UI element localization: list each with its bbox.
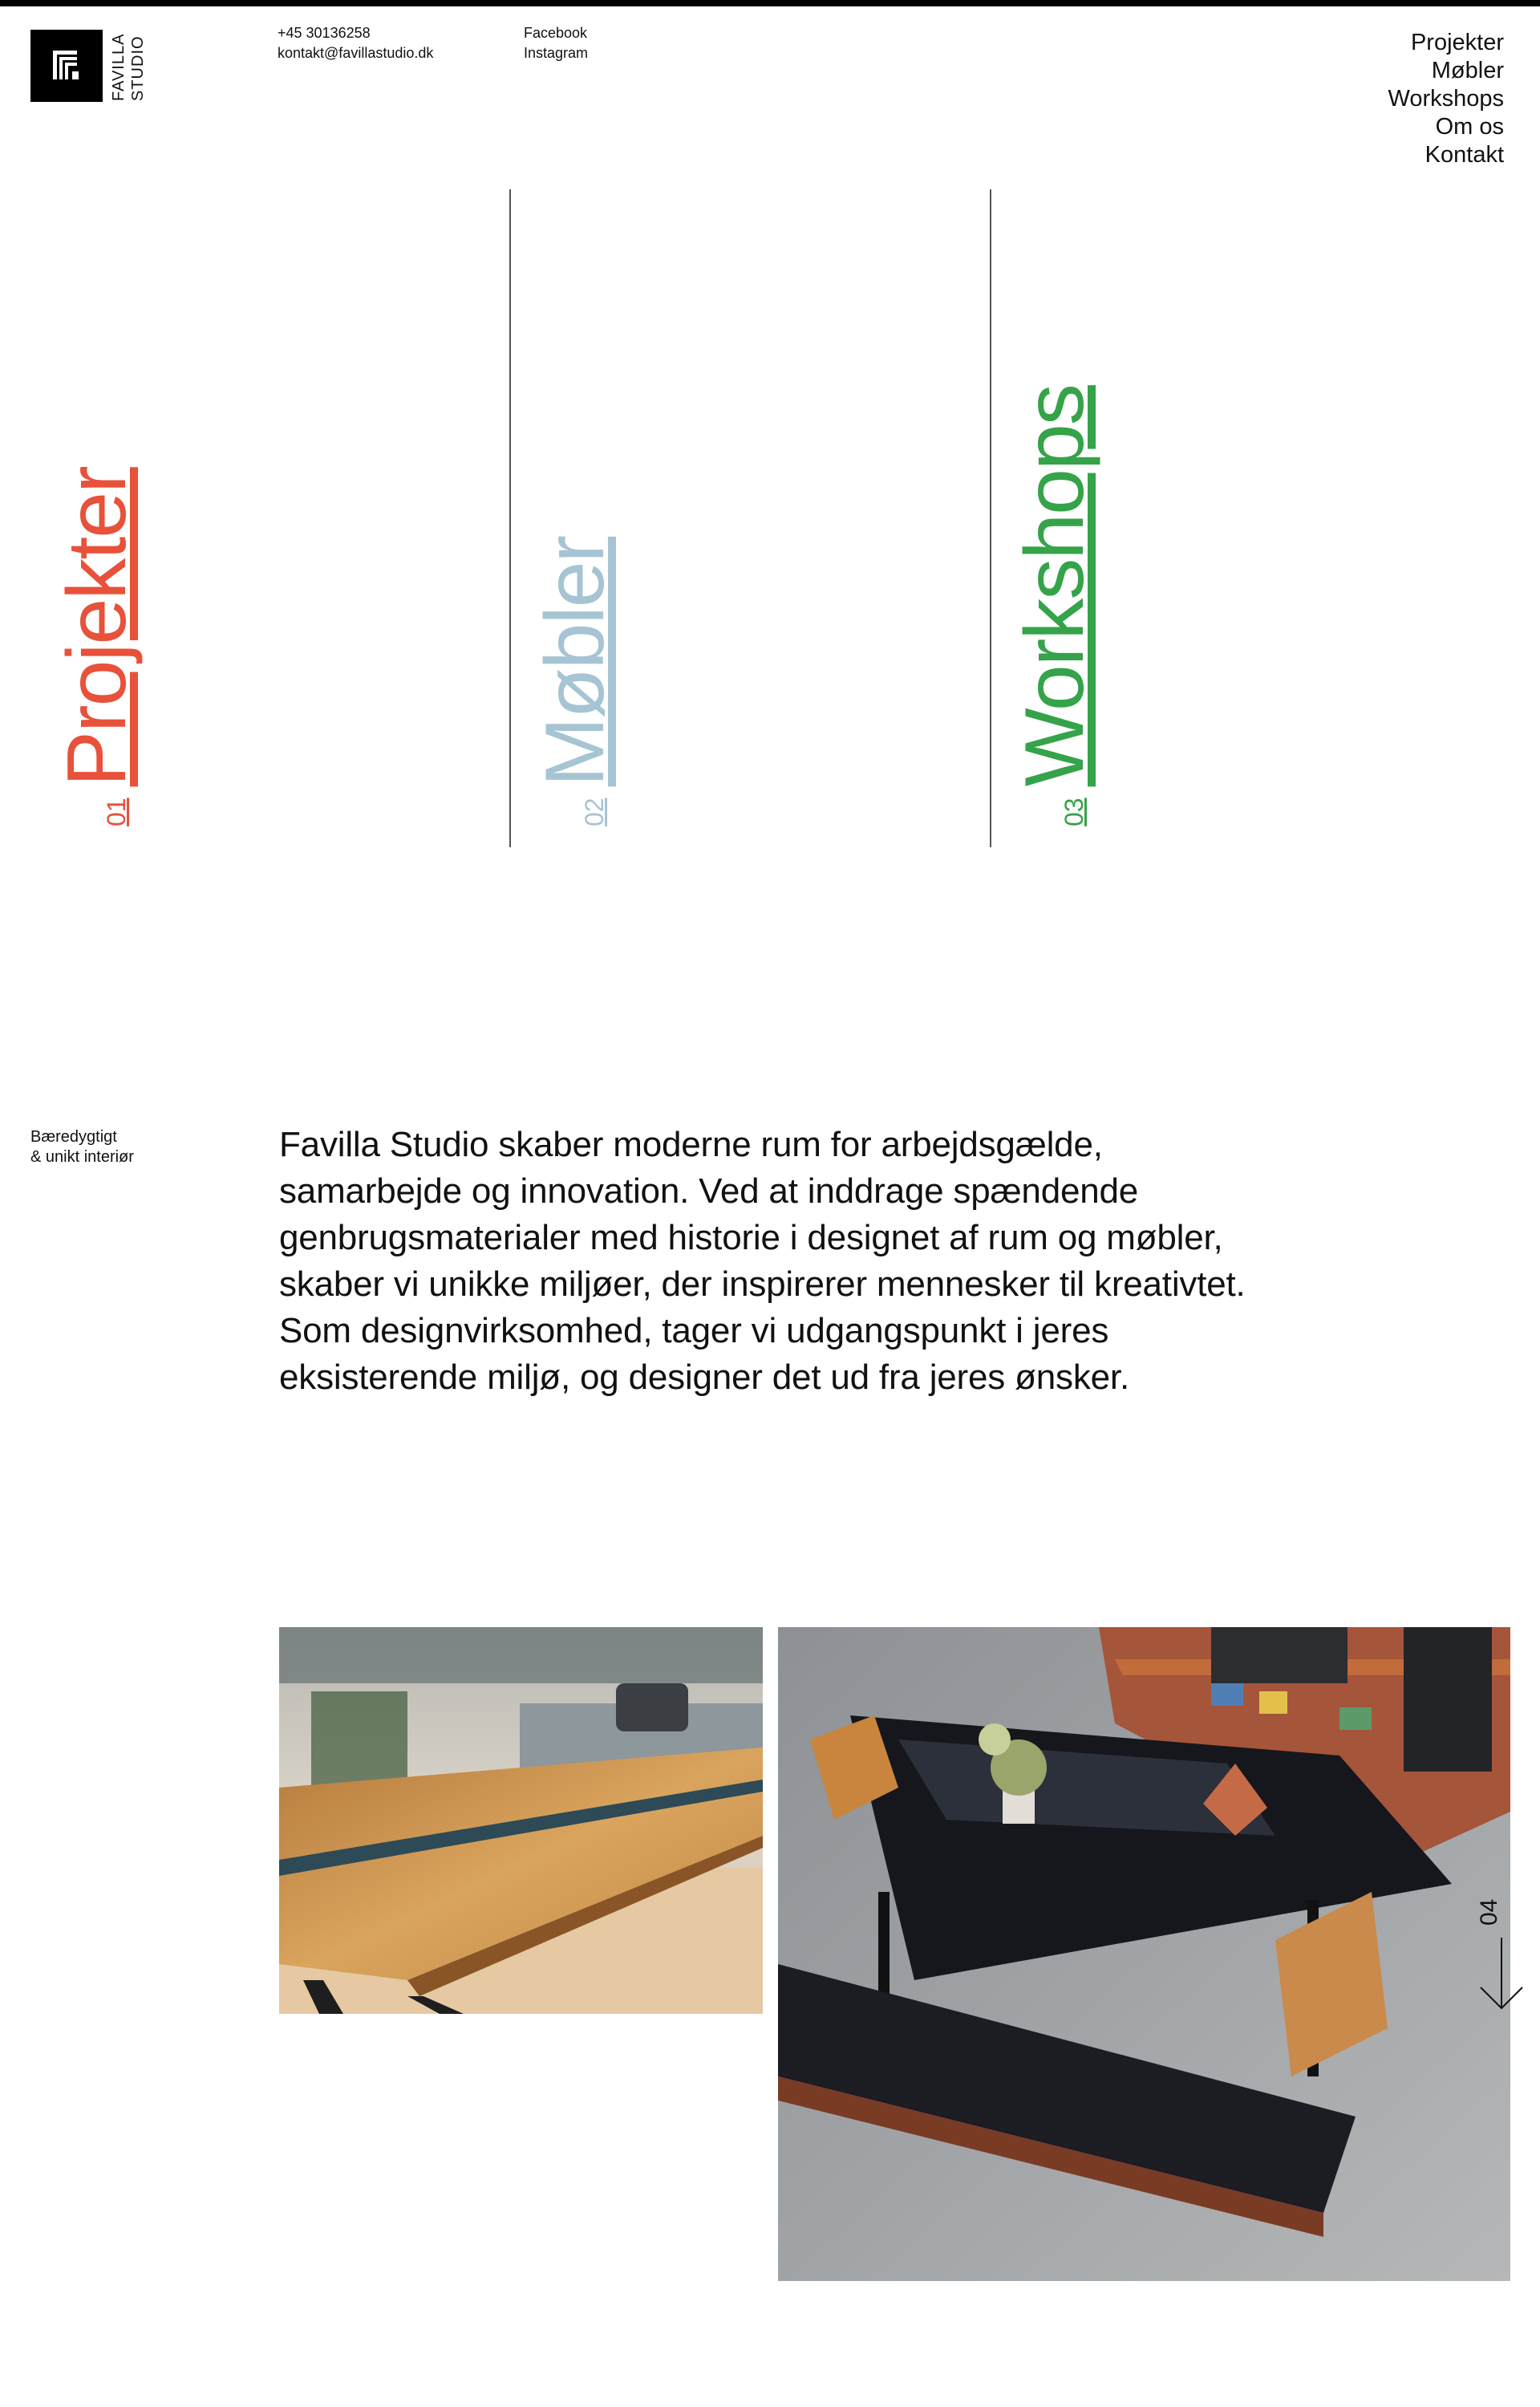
category-projekter[interactable]	[50, 467, 170, 826]
nav-item-om-os[interactable]: Om os	[1435, 114, 1504, 140]
email-link[interactable]: kontakt@favillastudio.dk	[278, 45, 434, 61]
nav-item-projekter[interactable]: Projekter	[1410, 30, 1504, 55]
column-divider	[990, 189, 991, 847]
category-number: 02	[580, 798, 609, 826]
tagline-line2: & unikt interiør	[30, 1148, 134, 1166]
category-mobler[interactable]	[528, 537, 648, 826]
category-label: Projekter	[51, 467, 144, 787]
nav-item-kontakt[interactable]: Kontakt	[1424, 142, 1504, 168]
category-label: Workshops	[1008, 385, 1101, 787]
scroll-indicator[interactable]	[1476, 1889, 1532, 2034]
table-photo	[778, 1627, 1510, 2281]
category-number: 01	[102, 798, 131, 826]
bench-photo	[279, 1627, 763, 2014]
logo-name-line1: FAVILLA	[110, 33, 128, 101]
tagline-line1: Bæredygtigt	[30, 1128, 117, 1146]
logo-name-line2: STUDIO	[129, 35, 147, 101]
main-nav	[1388, 29, 1504, 169]
social-links	[524, 23, 588, 63]
logo-wordmark	[109, 29, 148, 101]
instagram-link[interactable]: Instagram	[524, 45, 589, 61]
category-label: Møbler	[529, 536, 622, 787]
nav-item-mobler[interactable]: Møbler	[1431, 58, 1504, 83]
arrow-down-icon	[1476, 1938, 1532, 2018]
phone-link[interactable]: +45 30136258	[278, 25, 371, 41]
category-number: 03	[1060, 798, 1088, 826]
scroll-number: 04	[1476, 1898, 1502, 1926]
tagline	[30, 1127, 134, 1167]
category-workshops[interactable]	[1007, 385, 1128, 826]
top-border	[0, 0, 1540, 6]
nav-item-workshops[interactable]: Workshops	[1388, 86, 1504, 112]
intro-text: Favilla Studio skaber moderne rum for arbejdsgælde, samarbejde og innovation. Ved at inddrage spændende genbrugsmaterialer med historie i designet af rum og møbler, skaber vi unikke miljøer, der inspirerer mennesker til kreativtet. Som designvirksomhed, tager vi udgangspunkt i jeres eksisterende miljø, og designer det ud fra jeres ønsker.	[279, 1125, 1246, 1397]
facebook-link[interactable]: Facebook	[524, 25, 588, 41]
column-divider	[509, 189, 511, 847]
contact-info	[278, 23, 433, 63]
logo-mark-icon	[30, 30, 103, 102]
logo[interactable]	[30, 30, 103, 102]
